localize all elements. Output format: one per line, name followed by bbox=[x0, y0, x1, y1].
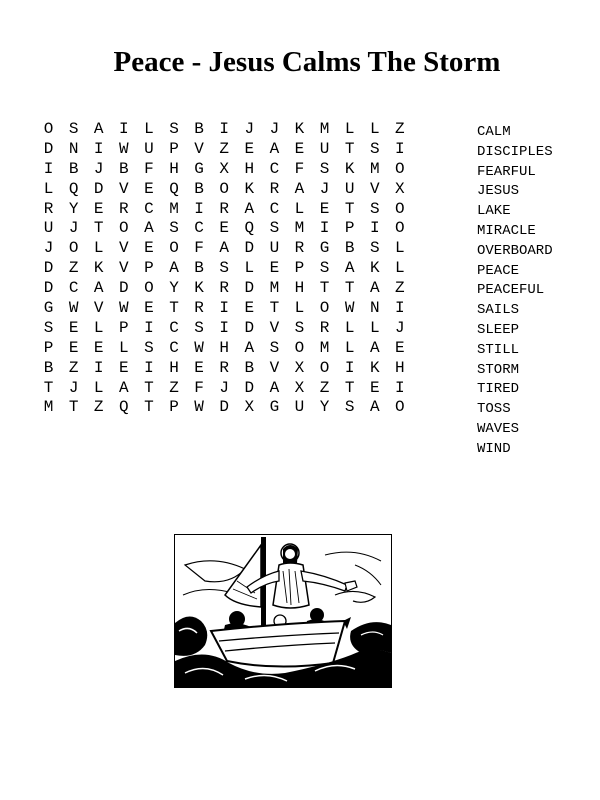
word-list-item: CALM bbox=[477, 124, 511, 140]
grid-cell: Q bbox=[169, 179, 179, 198]
grid-cell: J bbox=[269, 120, 280, 138]
grid-cell: N bbox=[68, 139, 79, 158]
grid-cell: M bbox=[294, 219, 305, 238]
grid-row bbox=[36, 180, 412, 200]
grid-cell: J bbox=[244, 120, 255, 138]
grid-cell: W bbox=[119, 139, 129, 158]
grid-cell: G bbox=[43, 299, 54, 318]
grid-cell: O bbox=[219, 179, 229, 198]
grid-cell: L bbox=[369, 120, 380, 138]
grid-cell: K bbox=[244, 179, 255, 198]
grid-cell: M bbox=[269, 279, 280, 298]
grid-cell: R bbox=[194, 299, 204, 318]
grid-cell: O bbox=[294, 338, 305, 357]
grid-cell: I bbox=[395, 299, 405, 318]
grid-cell: E bbox=[269, 259, 280, 278]
grid-cell: S bbox=[319, 259, 330, 278]
grid-cell: V bbox=[269, 358, 280, 377]
grid-cell: L bbox=[93, 378, 104, 397]
grid-cell: E bbox=[244, 299, 255, 318]
grid-cell: A bbox=[93, 120, 104, 138]
grid-cell: M bbox=[369, 159, 380, 178]
grid-cell: T bbox=[169, 299, 179, 318]
grid-cell: G bbox=[319, 239, 330, 258]
grid-cell: Z bbox=[93, 398, 104, 417]
grid-cell: H bbox=[395, 358, 405, 377]
grid-cell: C bbox=[169, 318, 179, 337]
grid-cell: A bbox=[344, 259, 355, 278]
grid-cell: X bbox=[219, 159, 229, 178]
grid-cell: L bbox=[144, 120, 154, 138]
grid-cell: A bbox=[244, 199, 255, 218]
grid-cell: E bbox=[294, 139, 305, 158]
grid-cell: R bbox=[219, 199, 229, 218]
grid-cell: K bbox=[369, 358, 380, 377]
grid-cell: N bbox=[369, 299, 380, 318]
grid-cell: I bbox=[194, 199, 204, 218]
grid-cell: I bbox=[219, 120, 229, 138]
grid-cell: M bbox=[319, 120, 330, 138]
grid-cell: B bbox=[194, 259, 204, 278]
jesus-calms-storm-boat-illustration bbox=[174, 534, 392, 688]
grid-cell: H bbox=[169, 159, 179, 178]
grid-cell: A bbox=[369, 279, 380, 298]
grid-cell: C bbox=[144, 199, 154, 218]
grid-cell: F bbox=[144, 159, 154, 178]
grid-cell: K bbox=[294, 120, 305, 138]
grid-cell: E bbox=[144, 239, 154, 258]
grid-cell: O bbox=[395, 159, 405, 178]
grid-cell: B bbox=[194, 179, 204, 198]
grid-cell: D bbox=[219, 398, 229, 417]
grid-cell: B bbox=[43, 358, 54, 377]
grid-cell: L bbox=[244, 259, 255, 278]
grid-cell: B bbox=[68, 159, 79, 178]
grid-row bbox=[36, 339, 412, 359]
grid-cell: E bbox=[219, 219, 229, 238]
grid-cell: A bbox=[144, 219, 154, 238]
grid-cell: F bbox=[194, 378, 204, 397]
grid-cell: H bbox=[169, 358, 179, 377]
grid-cell: W bbox=[344, 299, 355, 318]
grid-cell: W bbox=[194, 398, 204, 417]
grid-row bbox=[36, 379, 412, 399]
grid-cell: T bbox=[344, 378, 355, 397]
word-list-item: MIRACLE bbox=[477, 222, 536, 239]
grid-cell: I bbox=[93, 358, 104, 377]
word-list-item: STILL bbox=[477, 341, 520, 358]
grid-cell: A bbox=[244, 338, 255, 357]
page-title: Peace - Jesus Calms The Storm bbox=[113, 46, 501, 78]
grid-cell: P bbox=[169, 398, 179, 417]
grid-cell: O bbox=[68, 239, 79, 258]
grid-cell: P bbox=[294, 259, 305, 278]
grid-cell: E bbox=[369, 378, 380, 397]
grid-cell: R bbox=[119, 199, 129, 218]
grid-cell: A bbox=[219, 239, 229, 258]
grid-cell: M bbox=[169, 199, 179, 218]
grid-cell: I bbox=[43, 159, 54, 178]
grid-cell: D bbox=[43, 139, 54, 158]
word-list-item: WAVES bbox=[477, 420, 520, 437]
grid-cell: P bbox=[119, 318, 129, 337]
grid-cell: S bbox=[344, 398, 355, 417]
grid-cell: V bbox=[119, 259, 129, 278]
grid-row bbox=[36, 239, 412, 259]
grid-cell: S bbox=[68, 120, 79, 138]
grid-cell: I bbox=[219, 318, 229, 337]
grid-cell: T bbox=[344, 199, 355, 218]
grid-cell: B bbox=[119, 159, 129, 178]
grid-cell: S bbox=[369, 239, 380, 258]
grid-cell: I bbox=[344, 358, 355, 377]
grid-cell: T bbox=[344, 139, 355, 158]
grid-cell: S bbox=[269, 219, 280, 238]
grid-cell: O bbox=[395, 398, 405, 417]
grid-cell: S bbox=[43, 318, 54, 337]
grid-cell: D bbox=[43, 259, 54, 278]
grid-cell: M bbox=[43, 398, 54, 417]
grid-cell: D bbox=[244, 318, 255, 337]
word-list-item: TIRED bbox=[477, 381, 520, 398]
grid-cell: P bbox=[144, 259, 154, 278]
grid-cell: P bbox=[344, 219, 355, 238]
grid-cell: I bbox=[119, 120, 129, 138]
grid-row bbox=[36, 219, 412, 239]
grid-cell: X bbox=[294, 358, 305, 377]
grid-row bbox=[36, 359, 412, 379]
grid-cell: O bbox=[169, 239, 179, 258]
grid-cell: T bbox=[269, 299, 280, 318]
grid-cell: O bbox=[144, 279, 154, 298]
grid-cell: C bbox=[68, 279, 79, 298]
grid-cell: L bbox=[344, 318, 355, 337]
grid-cell: O bbox=[395, 199, 405, 218]
grid-cell: J bbox=[93, 159, 104, 178]
grid-cell: S bbox=[219, 259, 229, 278]
word-search-grid bbox=[36, 120, 412, 418]
grid-cell: S bbox=[369, 199, 380, 218]
grid-row bbox=[36, 259, 412, 279]
grid-cell: L bbox=[395, 259, 405, 278]
word-list-item: LAKE bbox=[477, 203, 511, 220]
word-list-item: OVERBOARD bbox=[477, 242, 553, 259]
grid-cell: Z bbox=[68, 259, 79, 278]
grid-cell: Z bbox=[169, 378, 179, 397]
grid-cell: L bbox=[395, 239, 405, 258]
word-list-item: FEARFUL bbox=[477, 163, 536, 180]
grid-row bbox=[36, 200, 412, 220]
grid-cell: I bbox=[395, 139, 405, 158]
grid-cell: Y bbox=[68, 199, 79, 218]
grid-cell: W bbox=[68, 299, 79, 318]
grid-cell: J bbox=[43, 239, 54, 258]
grid-cell: D bbox=[119, 279, 129, 298]
grid-cell: L bbox=[119, 338, 129, 357]
grid-cell: D bbox=[93, 179, 104, 198]
grid-cell: T bbox=[144, 378, 154, 397]
grid-cell: D bbox=[244, 378, 255, 397]
grid-cell: S bbox=[169, 120, 179, 138]
grid-cell: X bbox=[395, 179, 405, 198]
grid-cell: Y bbox=[169, 279, 179, 298]
grid-cell: A bbox=[169, 259, 179, 278]
grid-row bbox=[36, 160, 412, 180]
grid-cell: V bbox=[119, 179, 129, 198]
grid-cell: A bbox=[93, 279, 104, 298]
grid-cell: E bbox=[68, 338, 79, 357]
word-list-item: DISCIPLES bbox=[477, 143, 553, 160]
grid-cell: Z bbox=[395, 120, 405, 138]
grid-cell: V bbox=[93, 299, 104, 318]
grid-cell: H bbox=[219, 338, 229, 357]
grid-cell: E bbox=[244, 139, 255, 158]
grid-cell: T bbox=[344, 279, 355, 298]
grid-cell: P bbox=[43, 338, 54, 357]
grid-cell: L bbox=[294, 199, 305, 218]
grid-cell: J bbox=[395, 318, 405, 337]
grid-cell: H bbox=[294, 279, 305, 298]
grid-cell: J bbox=[68, 219, 79, 238]
word-list-item: PEACEFUL bbox=[477, 282, 545, 299]
grid-cell: V bbox=[269, 318, 280, 337]
grid-cell: R bbox=[43, 199, 54, 218]
grid-cell: L bbox=[369, 318, 380, 337]
grid-cell: C bbox=[169, 338, 179, 357]
grid-cell: M bbox=[319, 338, 330, 357]
grid-cell: E bbox=[194, 358, 204, 377]
grid-cell: U bbox=[144, 139, 154, 158]
grid-row bbox=[36, 279, 412, 299]
grid-cell: O bbox=[119, 219, 129, 238]
grid-cell: L bbox=[93, 239, 104, 258]
grid-cell: E bbox=[144, 179, 154, 198]
grid-cell: R bbox=[269, 179, 280, 198]
grid-cell: Z bbox=[319, 378, 330, 397]
grid-cell: R bbox=[319, 318, 330, 337]
grid-cell: C bbox=[194, 219, 204, 238]
grid-cell: G bbox=[194, 159, 204, 178]
grid-cell: V bbox=[119, 239, 129, 258]
grid-cell: E bbox=[68, 318, 79, 337]
grid-cell: K bbox=[344, 159, 355, 178]
grid-cell: A bbox=[269, 139, 280, 158]
grid-cell: V bbox=[194, 139, 204, 158]
word-list-item: STORM bbox=[477, 361, 520, 378]
grid-cell: I bbox=[395, 378, 405, 397]
grid-cell: D bbox=[43, 279, 54, 298]
grid-cell: L bbox=[344, 120, 355, 138]
grid-cell: U bbox=[319, 139, 330, 158]
grid-cell: A bbox=[294, 179, 305, 198]
grid-cell: S bbox=[169, 219, 179, 238]
word-list bbox=[477, 123, 553, 460]
grid-cell: E bbox=[93, 338, 104, 357]
grid-cell: I bbox=[144, 358, 154, 377]
grid-cell: U bbox=[344, 179, 355, 198]
grid-cell: I bbox=[319, 219, 330, 238]
grid-cell: O bbox=[319, 299, 330, 318]
grid-cell: C bbox=[269, 159, 280, 178]
grid-cell: K bbox=[93, 259, 104, 278]
grid-cell: R bbox=[294, 239, 305, 258]
grid-cell: W bbox=[119, 299, 129, 318]
grid-cell: A bbox=[369, 338, 380, 357]
word-list-item: WIND bbox=[477, 440, 511, 457]
grid-cell: S bbox=[144, 338, 154, 357]
grid-cell: T bbox=[144, 398, 154, 417]
grid-cell: K bbox=[194, 279, 204, 298]
grid-cell: U bbox=[294, 398, 305, 417]
grid-cell: E bbox=[395, 338, 405, 357]
grid-cell: K bbox=[369, 259, 380, 278]
grid-cell: J bbox=[219, 378, 229, 397]
grid-cell: T bbox=[43, 378, 54, 397]
grid-cell: Q bbox=[244, 219, 255, 238]
grid-cell: X bbox=[294, 378, 305, 397]
grid-cell: U bbox=[43, 219, 54, 238]
grid-cell: E bbox=[144, 299, 154, 318]
grid-cell: O bbox=[319, 358, 330, 377]
grid-cell: S bbox=[369, 139, 380, 158]
grid-row bbox=[36, 120, 412, 140]
grid-cell: H bbox=[244, 159, 255, 178]
word-list-item: SLEEP bbox=[477, 321, 520, 338]
grid-cell: Z bbox=[219, 139, 229, 158]
grid-cell: O bbox=[395, 219, 405, 238]
grid-cell: F bbox=[194, 239, 204, 258]
grid-cell: S bbox=[319, 159, 330, 178]
grid-row bbox=[36, 398, 412, 418]
grid-cell: T bbox=[68, 398, 79, 417]
grid-cell: D bbox=[244, 239, 255, 258]
grid-cell: B bbox=[194, 120, 204, 138]
grid-cell: I bbox=[369, 219, 380, 238]
grid-cell: A bbox=[369, 398, 380, 417]
grid-cell: S bbox=[269, 338, 280, 357]
grid-cell: B bbox=[244, 358, 255, 377]
grid-cell: R bbox=[219, 279, 229, 298]
grid-cell: T bbox=[93, 219, 104, 238]
grid-cell: S bbox=[294, 318, 305, 337]
grid-row bbox=[36, 140, 412, 160]
grid-cell: Z bbox=[68, 358, 79, 377]
grid-cell: C bbox=[269, 199, 280, 218]
grid-cell: W bbox=[194, 338, 204, 357]
grid-cell: E bbox=[93, 199, 104, 218]
grid-cell: D bbox=[244, 279, 255, 298]
grid-cell: B bbox=[344, 239, 355, 258]
grid-cell: I bbox=[219, 299, 229, 318]
word-list-item: TOSS bbox=[477, 401, 511, 418]
grid-cell: A bbox=[269, 378, 280, 397]
word-list-item: SAILS bbox=[477, 302, 520, 319]
word-list-item: JESUS bbox=[477, 183, 520, 200]
grid-cell: V bbox=[369, 179, 380, 198]
grid-cell: T bbox=[319, 279, 330, 298]
grid-cell: R bbox=[219, 358, 229, 377]
grid-row bbox=[36, 319, 412, 339]
grid-cell: L bbox=[43, 179, 54, 198]
grid-cell: Z bbox=[395, 279, 405, 298]
grid-cell: E bbox=[319, 199, 330, 218]
grid-cell: O bbox=[43, 120, 54, 138]
grid-cell: L bbox=[344, 338, 355, 357]
grid-cell: L bbox=[294, 299, 305, 318]
grid-cell: I bbox=[93, 139, 104, 158]
grid-cell: J bbox=[68, 378, 79, 397]
grid-cell: S bbox=[194, 318, 204, 337]
grid-row bbox=[36, 299, 412, 319]
grid-cell: U bbox=[269, 239, 280, 258]
grid-cell: X bbox=[244, 398, 255, 417]
grid-cell: F bbox=[294, 159, 305, 178]
grid-cell: J bbox=[319, 179, 330, 198]
grid-cell: I bbox=[144, 318, 154, 337]
grid-cell: P bbox=[169, 139, 179, 158]
grid-cell: G bbox=[269, 398, 280, 417]
grid-cell: L bbox=[93, 318, 104, 337]
grid-cell: E bbox=[119, 358, 129, 377]
word-list-item: PEACE bbox=[477, 262, 520, 279]
grid-cell: Q bbox=[119, 398, 129, 417]
grid-cell: Y bbox=[319, 398, 330, 417]
grid-cell: Q bbox=[68, 179, 79, 198]
grid-cell: A bbox=[119, 378, 129, 397]
